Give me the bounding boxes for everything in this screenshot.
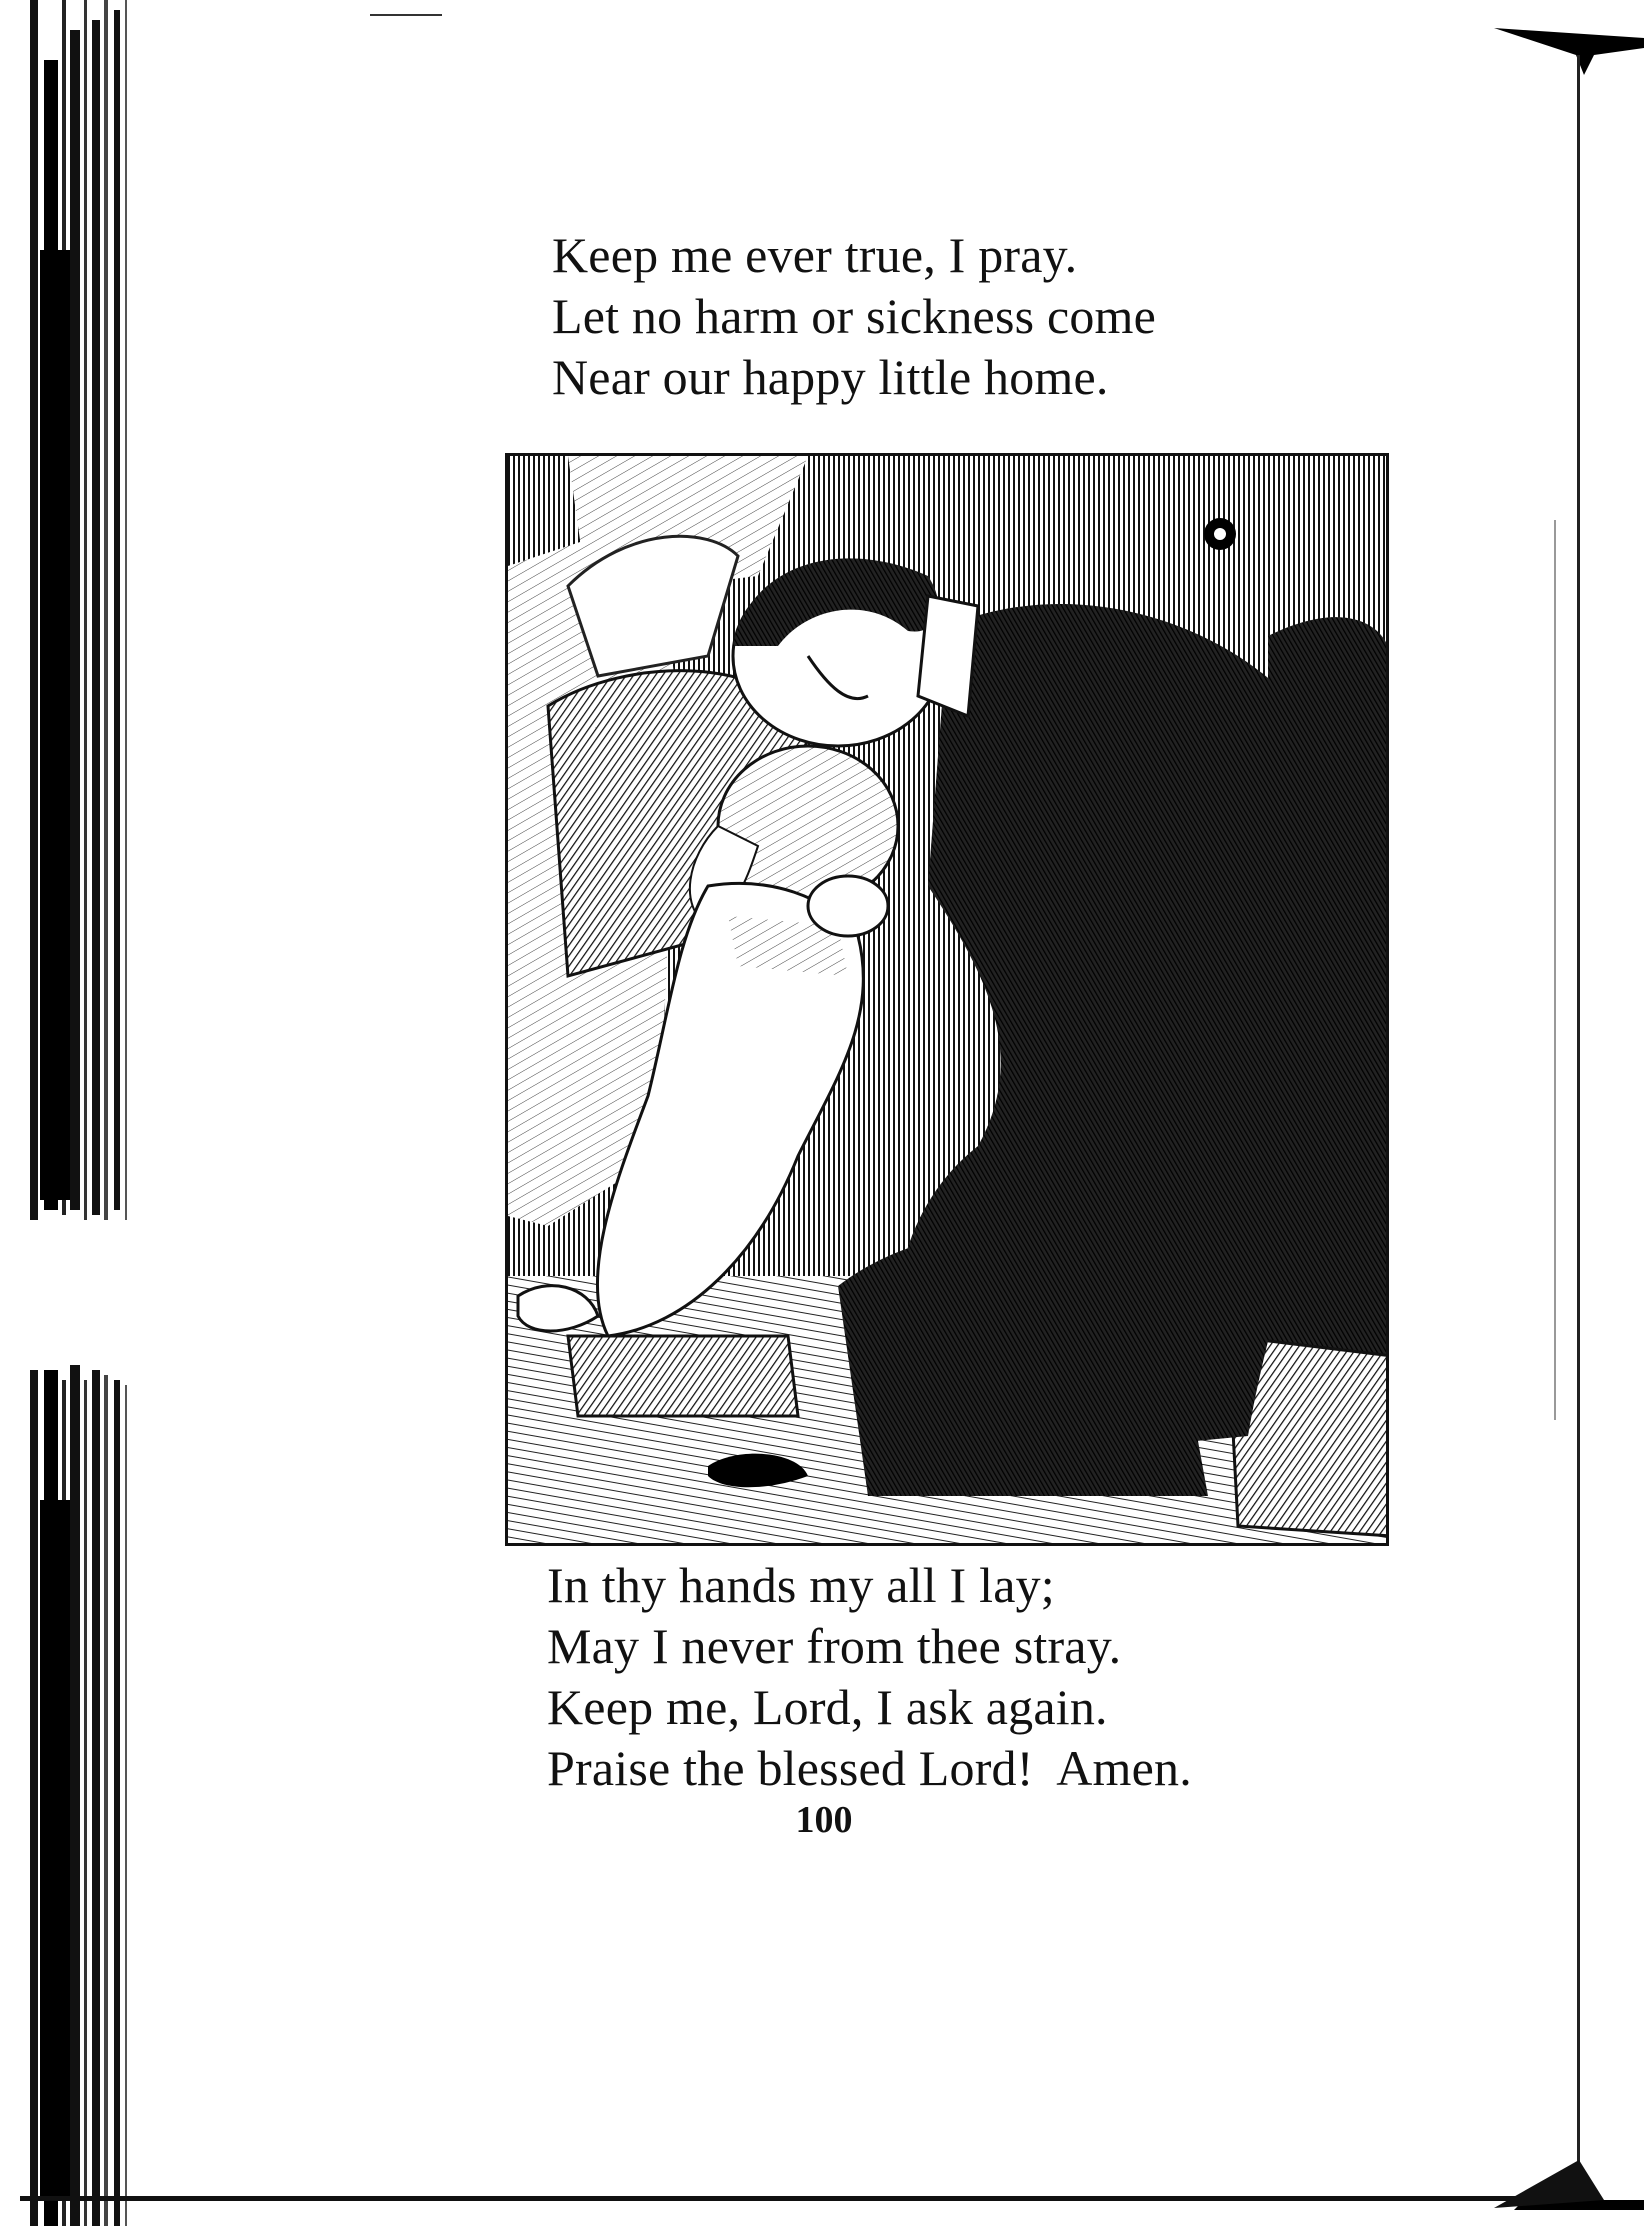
bottom-rule (20, 2196, 1520, 2201)
verse-line: May I never from thee stray. (547, 1618, 1122, 1674)
verse-line: Keep me, Lord, I ask again. (547, 1679, 1108, 1735)
top-rule (370, 14, 442, 16)
binding-edge-left (0, 0, 150, 2226)
engraving-mother-and-child-praying-icon (508, 456, 1389, 1546)
page-edge-right (1494, 0, 1644, 2226)
verse-line: Let no harm or sickness come (552, 288, 1157, 344)
verse-line: Keep me ever true, I pray. (552, 227, 1078, 283)
verse-line: In thy hands my all I lay; (547, 1557, 1055, 1613)
verse-line: Praise the blessed Lord! Amen. (547, 1740, 1192, 1796)
engraving-illustration (505, 453, 1389, 1546)
page-number: 100 (795, 1799, 853, 1841)
verse-bottom (547, 1555, 1192, 1799)
verse-top (552, 225, 1156, 408)
verse-line: Near our happy little home. (552, 349, 1109, 405)
